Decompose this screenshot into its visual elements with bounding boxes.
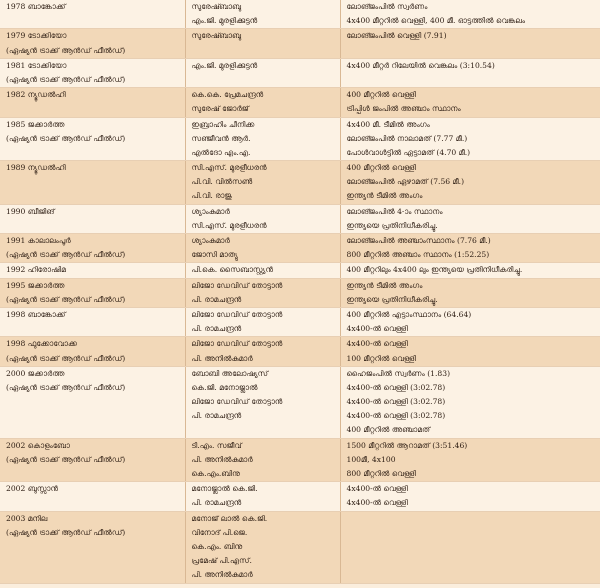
table-row: [0, 234, 600, 263]
event-cell: [0, 58, 185, 87]
achievement-cell: [340, 366, 600, 438]
cell-line: കെ.കെ. പ്രേമചന്ദ്രൻ: [191, 90, 264, 100]
cell-line: സി.എസ്. മുരളീധരൻ: [191, 163, 267, 173]
table-row: [0, 263, 600, 278]
cell-line: 1985 ജക്കാർത്ത: [6, 119, 65, 129]
cell-line: 1979 ടോക്കിയോ: [6, 31, 67, 41]
table-row: [0, 204, 600, 233]
athletes-cell: [185, 234, 340, 263]
event-cell: [0, 337, 185, 366]
cell-line: ലിജോ ഡേവിഡ് തോട്ടാൻ: [191, 280, 283, 290]
table-row: [0, 88, 600, 117]
cell-line: പി. അനിൽകുമാർ: [191, 353, 253, 363]
cell-line: സഞ്ജീവൻ ആർ.: [191, 133, 251, 143]
cell-line: പി. രാമചന്ദ്രൻ: [191, 294, 242, 304]
athletes-cell: [185, 0, 340, 29]
cell-line: 4x400-ൽ വെള്ളി (3:02.78): [346, 382, 446, 392]
cell-line: പി. രാമചന്ദ്രൻ: [191, 324, 242, 334]
cell-line: 1995 ജക്കാർത്ത: [6, 280, 65, 290]
achievement-cell: [340, 234, 600, 263]
cell-line: 4x400 മീറ്റർ റിലേയിൽ വെങ്കലം (3:10.54): [346, 60, 495, 70]
athletes-cell: [185, 278, 340, 307]
achievement-cell: [340, 29, 600, 58]
cell-line: സുരേഷ് ജോർജ്: [191, 104, 249, 114]
cell-line: ബോബി അലോഷ്യസ്: [191, 368, 269, 378]
cell-line: മനോജ്ലാൽ കെ.ജി.: [191, 484, 258, 494]
cell-line: എം.ജി. മുരളിക്കുട്ടൻ: [191, 16, 258, 26]
table-row: [0, 337, 600, 366]
cell-line: (ഏഷ്യൻ ട്രാക്ക് ആൻഡ് ഫീൽഡ്): [6, 294, 126, 304]
athletes-cell: [185, 117, 340, 161]
cell-line: 1981 ടോക്കിയോ: [6, 60, 67, 70]
cell-line: ലോങ്ജംപിൽ വെള്ളി (7.91): [346, 31, 447, 41]
table-row: [0, 307, 600, 336]
cell-line: (ഏഷ്യൻ ട്രാക്ക് ആൻഡ് ഫീൽഡ്): [6, 382, 126, 392]
cell-line: വിനോദ് പി.ജെ.: [191, 527, 248, 537]
cell-line: 1978 ബാങ്കോക്ക്: [6, 2, 66, 11]
cell-line: 4x400 മീ. ടീമിൽ അംഗം: [346, 119, 430, 129]
cell-line: പി. അനിൽകുമാർ: [191, 454, 253, 464]
cell-line: 100 മീറ്ററിൽ വെള്ളി: [346, 353, 417, 363]
cell-line: 100മീ, 4x100: [346, 454, 396, 464]
cell-line: 4x400-ൽ വെള്ളി: [346, 498, 408, 508]
event-cell: [0, 117, 185, 161]
event-cell: [0, 88, 185, 117]
achievement-cell: [340, 511, 600, 583]
cell-line: (ഏഷ്യൻ ട്രാക്ക് ആൻഡ് ഫീൽഡ്): [6, 527, 126, 537]
event-cell: [0, 29, 185, 58]
table-row: [0, 0, 600, 29]
cell-line: ഇന്ത്യയെ പ്രതിനിധീകരിച്ചു.: [346, 294, 438, 304]
cell-line: (ഏഷ്യൻ ട്രാക്ക് ആൻഡ് ഫീൽഡ്): [6, 454, 126, 464]
cell-line: 2003 മനില: [6, 513, 48, 523]
cell-line: ഇന്ത്യൻ ടീമിൽ അംഗം: [346, 280, 423, 290]
athletes-cell: [185, 58, 340, 87]
cell-line: ശ്യാംകുമാർ: [191, 206, 230, 216]
cell-line: 1500 മീറ്ററിൽ ആറാമത് (3:51.46): [346, 440, 468, 450]
cell-line: 4x400-ൽ വെള്ളി (3:02.78): [346, 397, 446, 407]
cell-line: 1991 കാലാലംപൂർ: [6, 236, 71, 245]
table-row: [0, 278, 600, 307]
achievement-cell: [340, 0, 600, 29]
cell-line: സുരേഷ്ബാബു: [191, 2, 242, 11]
achievement-cell: [340, 117, 600, 161]
cell-line: ലോങ്ജംപിൽ 4-ാം സ്ഥാനം: [346, 206, 443, 216]
event-cell: [0, 278, 185, 307]
cell-line: ഹൈജംപിൽ സ്വർണം (1.83): [346, 368, 451, 378]
cell-line: 2002 കൊളംബോ: [6, 440, 70, 450]
cell-line: പി.വി. രാജു: [191, 191, 232, 201]
cell-line: 1990 ബീജിങ്: [6, 206, 55, 216]
event-cell: [0, 161, 185, 205]
cell-line: ടി.എം. സജീവ്: [191, 440, 242, 450]
cell-line: (ഏഷ്യൻ ട്രാക്ക് ആൻഡ് ഫീൽഡ്): [6, 45, 126, 55]
cell-line: പി. രാമചന്ദ്രൻ: [191, 411, 242, 421]
cell-line: 2000 ജക്കാർത്ത: [6, 368, 65, 378]
athletes-cell: [185, 161, 340, 205]
cell-line: 1992 ഹിരോഷിമ: [6, 265, 66, 275]
cell-line: 4x400 മീറ്ററിൽ വെള്ളി, 400 മീ. ഓട്ടത്തിൽ വെങ്കലം: [346, 16, 526, 26]
cell-line: ലോങ്ജംപിൽ ഏഴാമത് (7.56 മീ.): [346, 177, 465, 187]
table-row: [0, 482, 600, 511]
achievement-cell: [340, 307, 600, 336]
cell-line: സി.എസ്. മുരളീധരൻ: [191, 220, 267, 230]
cell-line: 1998 ഫുക്കോവോക്ക: [6, 339, 78, 349]
event-cell: [0, 234, 185, 263]
athletes-cell: [185, 29, 340, 58]
achievement-cell: [340, 278, 600, 307]
table-row: [0, 58, 600, 87]
cell-line: ലോങ്ജംപിൽ നാലാമത് (7.77 മീ.): [346, 133, 468, 143]
table-row: [0, 161, 600, 205]
event-cell: [0, 438, 185, 482]
cell-line: ലിജോ ഡേവിഡ് തോട്ടാൻ: [191, 309, 283, 319]
cell-line: 1998 ബാങ്കോക്ക്: [6, 309, 66, 319]
athletes-cell: [185, 438, 340, 482]
event-cell: [0, 0, 185, 29]
cell-line: എം.ജി. മുരളിക്കുട്ടൻ: [191, 60, 258, 70]
achievement-cell: [340, 337, 600, 366]
cell-line: 800 മീറ്ററിൽ വെള്ളി: [346, 469, 417, 478]
cell-line: 2002 ബുസ്സാൻ: [6, 484, 58, 494]
event-cell: [0, 307, 185, 336]
athletes-cell: [185, 482, 340, 511]
athletes-cell: [185, 337, 340, 366]
cell-line: കെ.എം.ബിനു: [191, 469, 240, 478]
cell-line: ലോങ്ജംപിൽ സ്വർണം: [346, 2, 428, 11]
cell-line: (ഏഷ്യൻ ട്രാക്ക് ആൻഡ് ഫീൽഡ്): [6, 74, 126, 84]
table-row: [0, 438, 600, 482]
cell-line: (ഏഷ്യൻ ട്രാക്ക് ആൻഡ് ഫീൽഡ്): [6, 250, 126, 260]
athletes-cell: [185, 511, 340, 583]
event-cell: [0, 511, 185, 583]
cell-line: ഇന്ത്യയെ പ്രതിനിധീകരിച്ചു.: [346, 220, 438, 230]
table-row: [0, 29, 600, 58]
cell-line: പി. അനിൽകുമാർ: [191, 570, 253, 580]
achievement-cell: [340, 438, 600, 482]
achievement-cell: [340, 204, 600, 233]
cell-line: ലോങ്ജംപിൽ അഞ്ചാംസ്ഥാനം (7.76 മീ.): [346, 236, 491, 245]
event-cell: [0, 204, 185, 233]
table-row: [0, 117, 600, 161]
event-cell: [0, 263, 185, 278]
cell-line: മനോജ് ലാൽ കെ.ജി.: [191, 513, 268, 523]
achievement-cell: [340, 161, 600, 205]
cell-line: ജോസി മാത്യു: [191, 250, 238, 260]
cell-line: പി.വി. വിൽസൺ: [191, 177, 253, 187]
cell-line: 4x400-ൽ വെള്ളി: [346, 484, 408, 494]
cell-line: എൽദോ എം.എ.: [191, 147, 251, 157]
cell-line: പി.കെ. സൈബാസ്റ്റ്യൻ: [191, 265, 274, 275]
cell-line: 1989 ന്യൂഡൽഹി: [6, 163, 66, 173]
athletes-cell: [185, 204, 340, 233]
cell-line: 1982 ന്യൂഡൽഹി: [6, 90, 66, 100]
cell-line: 4x400-ൽ വെള്ളി: [346, 324, 408, 334]
event-cell: [0, 366, 185, 438]
achievement-cell: [340, 263, 600, 278]
cell-line: ഇബ്രാഹിം ചീനിക്ക: [191, 119, 255, 129]
cell-line: 400 മീറ്ററിലും 4x400 ലും ഇന്ത്യയെ പ്രതിനിധീകരിച്ചു.: [346, 265, 523, 275]
cell-line: 400 മീറ്ററിൽ അഞ്ചാമത്: [346, 425, 431, 435]
cell-line: ട്രിപ്പിൾ ജംപിൽ അഞ്ചാം സ്ഥാനം: [346, 104, 461, 114]
cell-line: പി. രാമചന്ദ്രൻ: [191, 498, 242, 508]
cell-line: 400 മീറ്ററിൽ വെള്ളി: [346, 163, 417, 173]
cell-line: കെ.ജി. മനോജ്ലാൽ: [191, 382, 258, 392]
cell-line: (ഏഷ്യൻ ട്രാക്ക് ആൻഡ് ഫീൽഡ്): [6, 133, 126, 143]
athletes-cell: [185, 263, 340, 278]
cell-line: 400 മീറ്ററിൽ വെള്ളി: [346, 90, 417, 100]
event-cell: [0, 482, 185, 511]
cell-line: പ്രമേഷ് പി.എസ്.: [191, 556, 252, 566]
achievement-cell: [340, 58, 600, 87]
cell-line: ഇന്ത്യൻ ടീമിൽ അംഗം: [346, 191, 423, 201]
cell-line: ലിജോ ഡേവിഡ് തോട്ടാൻ: [191, 397, 283, 407]
cell-line: കെ.എം. ബിനു: [191, 541, 243, 551]
cell-line: 400 മീറ്ററിൽ എട്ടാംസ്ഥാനം (64.64): [346, 309, 472, 319]
athletes-cell: [185, 88, 340, 117]
cell-line: (ഏഷ്യൻ ട്രാക്ക് ആൻഡ് ഫീൽഡ്): [6, 353, 126, 363]
cell-line: പോൾവാൾട്ടിൽ ഏട്ടാമത് (4.70 മീ.): [346, 147, 471, 157]
cell-line: സുരേഷ്ബാബു: [191, 31, 242, 41]
table-row: [0, 366, 600, 438]
achievement-cell: [340, 482, 600, 511]
cell-line: 4x400-ൽ വെള്ളി: [346, 339, 408, 349]
table-row: [0, 511, 600, 583]
cell-line: 4x400-ൽ വെള്ളി (3:02.78): [346, 411, 446, 421]
athletes-cell: [185, 307, 340, 336]
achievement-cell: [340, 88, 600, 117]
cell-line: ലിജോ ഡേവിഡ് തോട്ടാൻ: [191, 339, 283, 349]
athletes-cell: [185, 366, 340, 438]
cell-line: ശ്യാംകുമാർ: [191, 236, 230, 245]
cell-line: 800 മീറ്ററിൽ അഞ്ചാം സ്ഥാനം (1:52.25): [346, 250, 490, 260]
